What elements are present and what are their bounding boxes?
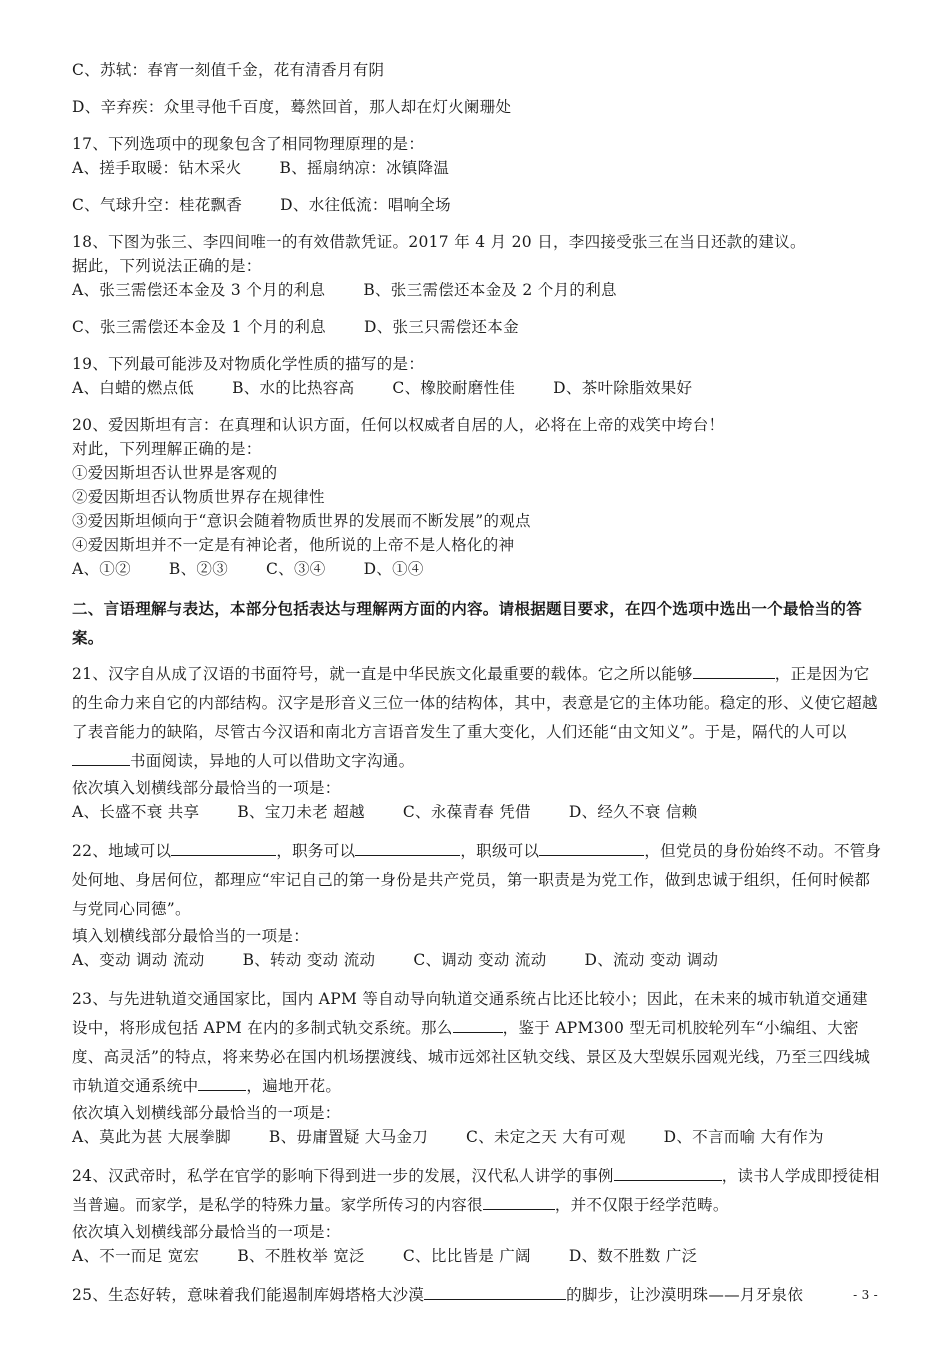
q18-stem: 18、下图为张三、李四间唯一的有效借款凭证。2017 年 4 月 20 日，李四接受张三在当日还款的建议。 (72, 233, 806, 251)
q19-option-c: C、橡胶耐磨性佳 (392, 379, 516, 397)
q18-option-d: D、张三只需偿还本金 (363, 318, 519, 336)
q21-text-1: 21、汉字自从成了汉语的书面符号，就一直是中华民族文化最重要的载体。它之所以能够 (72, 665, 693, 683)
q20-question: 对此，下列理解正确的是： (72, 440, 262, 458)
q20-option-a: A、①② (72, 560, 131, 578)
q23-text-1: 23、与先进轨道交通国家比，国内 APM 等自动导向轨道交通系统占比还比较小；因此，在未来的城市轨道交通建设中，将形成包括 APM 在内的多制式轨交系统。那么 (72, 990, 868, 1037)
q21-options (72, 800, 882, 824)
q19-option-d: D、茶叶除脂效果好 (553, 379, 693, 397)
q21-question: 依次填入划横线部分最恰当的一项是： (72, 779, 341, 797)
q21-text-3: 书面阅读，异地的人可以借助文字沟通。 (130, 752, 415, 770)
q25-text-1: 25、生态好转，意味着我们能遏制库姆塔格大沙漠 (72, 1286, 425, 1304)
q20-option-b: B、②③ (168, 560, 228, 578)
q23-blank-1 (453, 1016, 503, 1033)
q22-option-a: A、变动 调动 流动 (72, 951, 205, 969)
q24-text-2: ，读书人学成即授徒相当普遍。而家学，是私学的特殊力量。家学所传习的内容很 (72, 1167, 880, 1214)
q17-stem: 17、下列选项中的现象包含了相同物理原理的是： (72, 135, 425, 153)
q23-passage (72, 985, 882, 1101)
q21-blank-2 (72, 749, 130, 766)
q17-option-c: C、气球升空：桂花飘香 (72, 196, 243, 214)
q19-option-a: A、白蜡的燃点低 (72, 379, 195, 397)
section-2-heading: 二、言语理解与表达，本部分包括表达与理解两方面的内容。请根据题目要求，在四个选项中选出一个最恰当的答案。 (72, 599, 863, 647)
q24-blank-2 (483, 1193, 555, 1210)
q23-option-d: D、不言而喻 大有作为 (663, 1128, 824, 1146)
q23-text-3: ，遍地开花。 (246, 1077, 342, 1095)
q19-option-b: B、水的比热容高 (232, 379, 355, 397)
q21-blank-1 (693, 662, 775, 679)
q22-blank-1 (171, 839, 276, 856)
q18-question: 据此，下列说法正确的是： (72, 257, 262, 275)
q19-stem: 19、下列最可能涉及对物质化学性质的描写的是： (72, 355, 425, 373)
q23-options (72, 1125, 882, 1149)
q20-option-d: D、①④ (363, 560, 424, 578)
q21-passage (72, 660, 882, 776)
q24-option-d: D、数不胜数 广泛 (568, 1247, 698, 1265)
q21-option-b: B、宝刀未老 超越 (237, 803, 365, 821)
q20-statement-3: ③爱因斯坦倾向于“意识会随着物质世界的发展而不断发展”的观点 (72, 512, 531, 530)
q17-option-a: A、搓手取暖：钻木采火 (72, 159, 242, 177)
q24-option-a: A、不一而足 宽宏 (72, 1247, 200, 1265)
q18-option-b: B、张三需偿还本金及 2 个月的利息 (363, 281, 617, 299)
q25-passage (72, 1281, 882, 1310)
page-number: - 3 - (853, 1288, 878, 1302)
q22-question: 填入划横线部分最恰当的一项是： (72, 927, 310, 945)
q24-text-3: ，并不仅限于经学范畴。 (554, 1196, 729, 1214)
q22-text-1: 22、地域可以 (72, 842, 172, 860)
q20-statement-2: ②爱因斯坦否认物质世界存在规律性 (72, 488, 325, 506)
q23-option-c: C、未定之天 大有可观 (466, 1128, 626, 1146)
q24-blank-1 (614, 1164, 722, 1181)
q24-options (72, 1244, 882, 1268)
q21-text-2: ，正是因为它的生命力来自它的内部结构。汉字是形音义三位一体的结构体，其中，表意是它的主体功能。稳定的形、义使它超越了表音能力的缺陷，尽管古今汉语和南北方言语音发生了重大变化，人们还能“由文知义”。于是，隔代的人可以 (72, 665, 878, 741)
q23-option-b: B、毋庸置疑 大马金刀 (268, 1128, 429, 1146)
q22-option-d: D、流动 变动 调动 (584, 951, 719, 969)
q22-text-2: ，职务可以 (276, 842, 356, 860)
q25-blank-1 (424, 1283, 566, 1300)
q17-option-b: B、摇扇纳凉：冰镇降温 (279, 159, 450, 177)
q22-text-3: ，职级可以 (460, 842, 540, 860)
q21-option-c: C、永葆青春 凭借 (402, 803, 531, 821)
exam-page (72, 58, 882, 1310)
q22-option-b: B、转动 变动 流动 (242, 951, 376, 969)
q16-option-d: D、辛弃疾：众里寻他千百度，蓦然回首，那人却在灯火阑珊处 (72, 98, 512, 116)
q20-statement-1: ①爱因斯坦否认世界是客观的 (72, 464, 278, 482)
q22-blank-2 (355, 839, 460, 856)
q20-option-c: C、③④ (266, 560, 326, 578)
q22-blank-3 (539, 839, 644, 856)
q22-passage (72, 837, 882, 924)
q24-text-1: 24、汉武帝时，私学在官学的影响下得到进一步的发展，汉代私人讲学的事例 (72, 1167, 614, 1185)
q23-option-a: A、莫此为甚 大展拳脚 (72, 1128, 231, 1146)
q18-option-a: A、张三需偿还本金及 3 个月的利息 (72, 281, 326, 299)
q22-option-c: C、调动 变动 流动 (413, 951, 547, 969)
q20-options (72, 557, 882, 581)
q24-option-b: B、不胜枚举 宽泛 (237, 1247, 365, 1265)
q17-options-cd (72, 193, 882, 217)
q22-options (72, 948, 882, 972)
q16-option-c: C、苏轼：春宵一刻值千金，花有清香月有阴 (72, 61, 385, 79)
q18-option-c: C、张三需偿还本金及 1 个月的利息 (72, 318, 326, 336)
q25-text-2: 的脚步，让沙漠明珠——月牙泉依 (566, 1286, 804, 1304)
q23-text-2: ，鉴于 APM300 型无司机胶轮列车“小编组、大密度、高灵活”的特点，将来势必在国内机场摆渡线、城市远郊社区轨交线、景区及大型娱乐园观光线，乃至三四线城市轨道交通系统中 (72, 1019, 871, 1095)
q23-blank-2 (198, 1074, 246, 1091)
q21-option-a: A、长盛不衰 共享 (72, 803, 200, 821)
q20-statement-4: ④爱因斯坦并不一定是有神论者，他所说的上帝不是人格化的神 (72, 536, 515, 554)
q19-options (72, 376, 882, 400)
q20-stem: 20、爱因斯坦有言：在真理和认识方面，任何以权威者自居的人，必将在上帝的戏笑中垮台！ (72, 416, 725, 434)
q21-option-d: D、经久不衰 信赖 (568, 803, 698, 821)
q22-text-4: ，但党员的身份始终不动。不管身处何地、身居何位，都理应“牢记自己的第一身份是共产党员，第一职责是为党工作，做到忠诚于组织，任何时候都与党同心同德”。 (72, 842, 882, 918)
q18-options-ab (72, 278, 882, 302)
q17-options-ab (72, 156, 882, 180)
q17-option-d: D、水往低流：唱响全场 (280, 196, 451, 214)
q18-options-cd (72, 315, 882, 339)
q24-passage (72, 1162, 882, 1220)
q23-question: 依次填入划横线部分最恰当的一项是： (72, 1104, 341, 1122)
q24-question: 依次填入划横线部分最恰当的一项是： (72, 1223, 341, 1241)
q24-option-c: C、比比皆是 广阔 (402, 1247, 531, 1265)
